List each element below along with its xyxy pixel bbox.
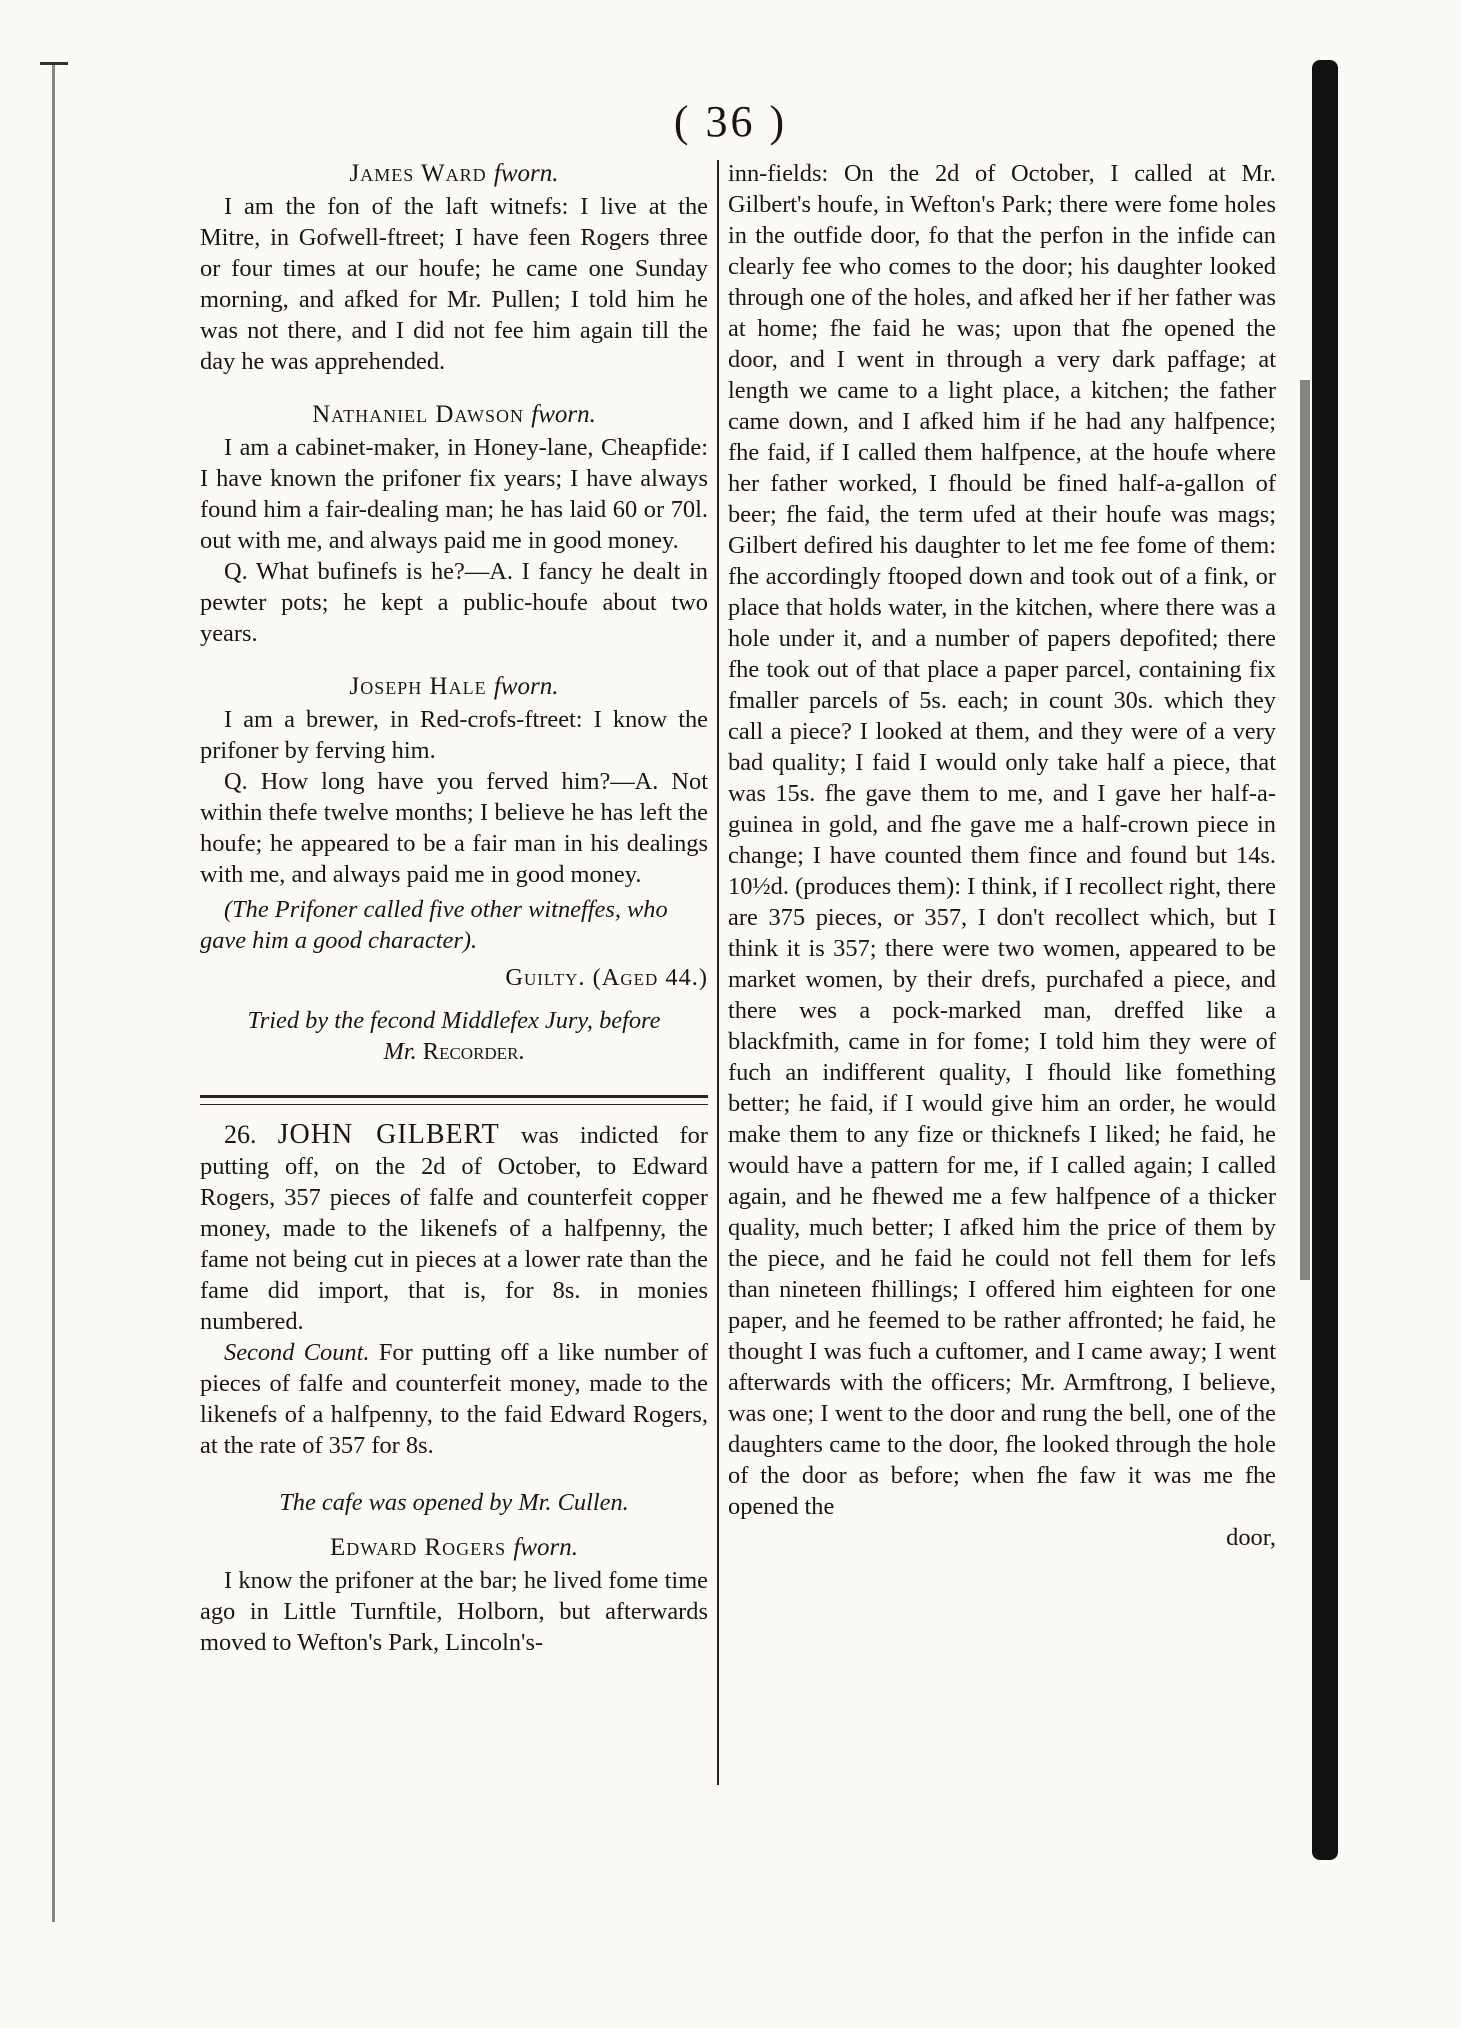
section-rule-thick	[200, 1095, 708, 1098]
character-witness-note: (The Prifoner called five other witneffes, who gave him a good character).	[200, 896, 668, 954]
witness-heading-rogers	[200, 1532, 708, 1563]
section-rule-thin	[200, 1104, 708, 1105]
witness-name: James Ward	[349, 160, 487, 187]
left-column	[200, 158, 708, 1658]
witness-heading-dawson	[200, 399, 708, 430]
testimony-rogers-start: I know the prifoner at the bar; he lived fome time ago in Little Turnftile, Holborn, but afterwards moved to Wefton's Park, Lincoln's-	[200, 1567, 708, 1656]
left-margin-scan-edge	[52, 62, 55, 1922]
right-margin-shadow	[1300, 380, 1310, 1280]
tried-by-mr: Mr.	[383, 1038, 417, 1065]
column-divider	[717, 160, 719, 1785]
testimony-hale-1: I am a brewer, in Red-crofs-ftreet: I know the prifoner by ferving him.	[200, 706, 708, 764]
second-count	[200, 1337, 708, 1461]
second-count-label: Second Count.	[224, 1339, 370, 1366]
witness-name: Joseph Hale	[349, 673, 487, 700]
tried-by-recorder: Recorder.	[422, 1038, 525, 1065]
witness-heading-hale	[200, 671, 708, 702]
prisoner-name: JOHN GILBERT	[277, 1119, 500, 1150]
verdict: Guilty. (Aged 44.)	[505, 964, 708, 991]
tried-by-line	[200, 1005, 708, 1067]
page-number: ( 36 )	[673, 97, 788, 146]
tried-by-text: Tried by the fecond Middlefex Jury, before	[247, 1007, 661, 1034]
testimony-dawson-1: I am a cabinet-maker, in Honey-lane, Cheapfide: I have known the prifoner fix years; I have always found him a fair-dealing man; he has laid 60 or 70l. out with me, and always paid me in good money.	[200, 434, 708, 554]
testimony-rogers-continued: inn-fields: On the 2d of October, I called at Mr. Gilbert's houfe, in Wefton's Park; there were fome holes in the outfide door, fo that the perfon in the infide can clearly fee who comes to the door; his daughter looked through one of the holes, and afked her if her father was at home; fhe faid he was; upon that fhe opened the door, and I went in through a very dark paffage; at length we came to a light place, a kitchen; the father came down, and I afked him if he had any halfpence; fhe faid, if I called them halfpence, at the houfe where her father worked, I fhould be fined half-a-gallon of beer; fhe faid, the term ufed at their houfe was mags; Gilbert defired his daughter to let me fee fome of them: fhe accordingly ftooped down and took out of a fink, or place that holds water, in the kitchen, where there was a hole under it, and a number of papers depofited; there fhe took out of that place a paper parcel, containing fix fmaller parcels of 5s. each; in count 30s. which they call a piece? I looked at them, and they were of a very bad quality; I faid I would only take half a piece, that was 15s. fhe gave them to me, and I gave her half-a-guinea in gold, and fhe gave me a half-crown piece in change; I have counted them fince and found but 14s. 10½d. (produces them): I think, if I recollect right, there are 375 pieces, or 357, I don't recollect which, but I think it is 357; there were two women, appeared to be market women, by their drefs, purchafed a piece, and there wes a pock-marked man, dreffed like a blackfmith, came in for fome; I told him they were of fuch an indifferent quality, I fhould like fomething better; he faid, if I would give him an order, he would make them to any fize or thicknefs I liked; he faid, he would have a pattern for me, if I called again; I called again, and he fhewed me a few halfpence of a thicker quality, much better; I afked him the price of them by the piece, and he faid he could not fell them for lefs than nineteen fhillings; I offered him eighteen for one paper, and he feemed to be rather affronted; he faid, he thought I was fuch a cuftomer, and I came away; I went afterwards with the officers; Mr. Armftrong, I believe, was one; I went to the door and rung the bell, one of the daughters came to the door, fhe looked through the hole of the door as before; when fhe faw it was me fhe opened the	[728, 160, 1276, 1520]
testimony-hale-2: Q. How long have you ferved him?—A. Not within thefe twelve months; I believe he has left the houfe; he appeared to be a fair man in his dealings with me, and always paid me in good money.	[200, 768, 708, 888]
case-number: 26.	[224, 1120, 257, 1149]
left-margin-tick	[40, 62, 68, 65]
witness-heading-ward	[200, 158, 708, 189]
witness-name: Edward Rogers	[329, 1534, 507, 1561]
testimony-dawson-2: Q. What bufinefs is he?—A. I fancy he dealt in pewter pots; he kept a public-houfe about two years.	[200, 558, 708, 647]
sworn-tag: fworn.	[531, 401, 596, 428]
sworn-tag: fworn.	[493, 673, 559, 700]
right-margin-scan-edge	[1312, 60, 1338, 1860]
case-indictment	[200, 1119, 708, 1337]
case-opened-note: The cafe was opened by Mr. Cullen.	[279, 1489, 629, 1516]
indictment-text: was indicted for putting off, on the 2d of October, to Edward Rogers, 357 pieces of falfe and counterfeit copper money, made to the likenefs of a halfpenny, the fame not being cut in pieces at a lower rate than the fame did import, that is, for 8s. in monies numbered.	[200, 1122, 708, 1335]
sworn-tag: fworn.	[513, 1534, 579, 1561]
testimony-ward: I am the fon of the laft witnefs: I live at the Mitre, in Gofwell-ftreet; I have feen Rogers three or four times at our houfe; he came one Sunday morning, and afked for Mr. Pullen; I told him he was not there, and I did not fee him again till the day he was apprehended.	[200, 193, 708, 375]
witness-name: Nathaniel Dawson	[312, 401, 525, 428]
sworn-tag: fworn.	[493, 160, 559, 187]
catchword: door,	[1226, 1524, 1276, 1551]
second-count-text: For putting off a like number of pieces of falfe and counterfeit money, made to the likenefs of a halfpenny, to the faid Edward Rogers, at the rate of 357 for 8s.	[200, 1339, 708, 1459]
right-column	[728, 158, 1276, 1553]
